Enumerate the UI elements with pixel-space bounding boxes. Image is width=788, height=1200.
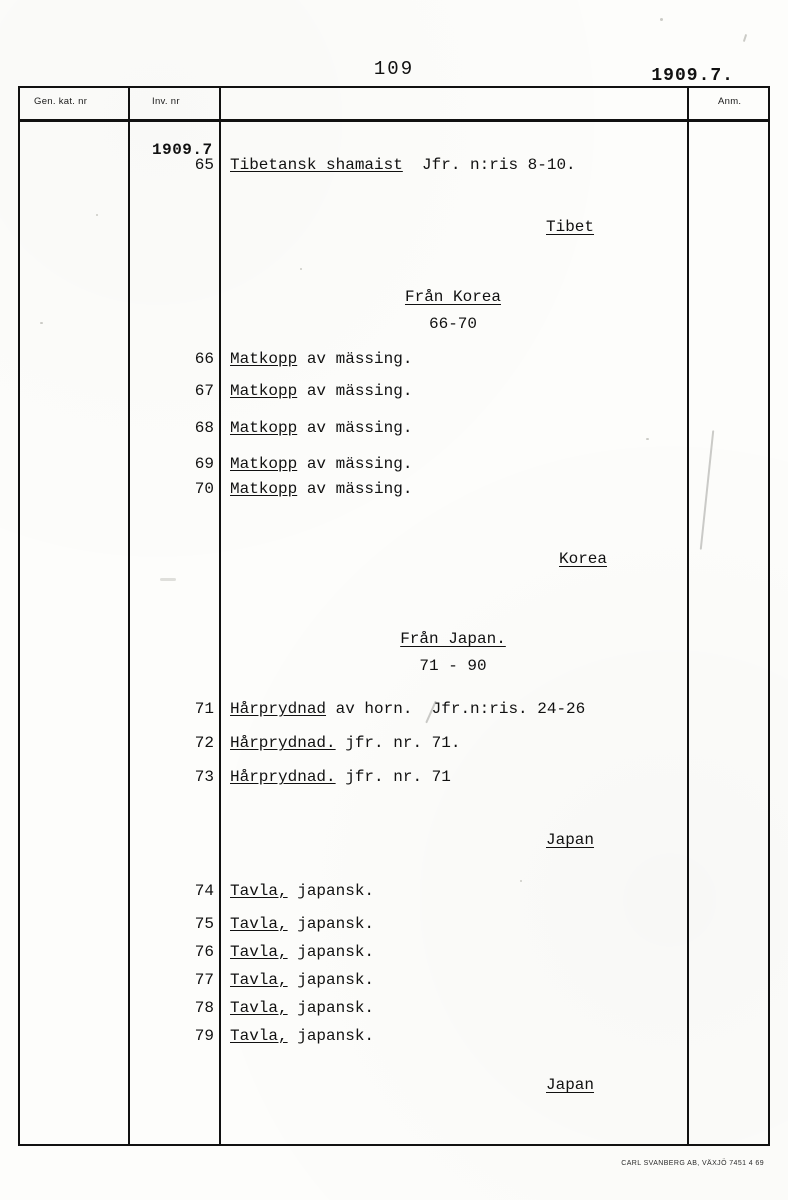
- table-row: [128, 350, 688, 376]
- inventory-number: 74: [194, 882, 214, 900]
- entry-title: Hårprydnad.: [230, 768, 336, 786]
- scan-speck: [40, 322, 43, 324]
- table-border-left: [18, 86, 20, 1146]
- table-row: [128, 768, 688, 794]
- entry-text: [230, 480, 412, 498]
- entry-text: [230, 734, 460, 752]
- table-row: [128, 455, 688, 481]
- inventory-number: 75: [194, 915, 214, 933]
- table-row: [128, 419, 688, 445]
- inventory-number: 67: [194, 382, 214, 400]
- entry-title: Tavla,: [230, 1027, 288, 1045]
- entry-text: [230, 882, 374, 900]
- entry-note: av horn. Jfr.n:ris. 24-26: [326, 700, 586, 718]
- entry-text: [230, 455, 412, 473]
- entry-text: [230, 419, 412, 437]
- entry-note: japansk.: [287, 971, 375, 989]
- entry-note: Jfr. n:ris 8-10.: [402, 156, 576, 174]
- inventory-number: 78: [194, 999, 214, 1017]
- entry-text: [230, 700, 585, 718]
- entry-text: [230, 768, 451, 786]
- inventory-number: 68: [194, 419, 214, 437]
- inventory-number: 73: [194, 768, 214, 786]
- region-label-japan-2: Japan: [546, 1076, 595, 1094]
- table-row: [128, 971, 688, 997]
- inventory-number: 69: [194, 455, 214, 473]
- column-header-gen-kat-nr: Gen. kat. nr: [34, 96, 88, 107]
- entry-title: Tavla,: [230, 915, 288, 933]
- page-number: 109: [373, 58, 415, 80]
- entry-text: [230, 971, 374, 989]
- entry-note: av mässing.: [297, 455, 413, 473]
- entry-title: Matkopp: [230, 382, 298, 400]
- region-label-tibet: Tibet: [546, 218, 595, 236]
- inventory-number: 70: [194, 480, 214, 498]
- inventory-number: 76: [194, 943, 214, 961]
- column-header-anm: Anm.: [718, 96, 742, 107]
- table-row: [128, 382, 688, 408]
- entry-title: Matkopp: [230, 419, 298, 437]
- scan-speck: [96, 214, 98, 216]
- entry-title: Hårprydnad: [230, 700, 327, 718]
- entry-note: av mässing.: [297, 480, 413, 498]
- table-row: [128, 1027, 688, 1053]
- entry-text: [230, 915, 374, 933]
- inventory-number: 79: [194, 1027, 214, 1045]
- entry-title: Tavla,: [230, 999, 288, 1017]
- section-range-korea: 66-70: [428, 315, 477, 333]
- entry-text: [230, 382, 412, 400]
- header-reference: 1909.7.: [651, 66, 734, 86]
- section-range-japan: 71 - 90: [419, 657, 487, 675]
- region-label-japan-1: Japan: [546, 831, 595, 849]
- inventory-number: 66: [194, 350, 214, 368]
- entry-text: [230, 1027, 374, 1045]
- scan-pencil-mark: [700, 430, 715, 550]
- table-header-border: [18, 119, 770, 122]
- entry-text: [230, 999, 374, 1017]
- table-row: [128, 882, 688, 908]
- scan-speck: [660, 18, 663, 21]
- entry-title: Tavla,: [230, 943, 288, 961]
- entry-note: av mässing.: [297, 350, 413, 368]
- table-bottom-border: [18, 1144, 770, 1146]
- inventory-number: 65: [194, 156, 214, 174]
- entry-note: jfr. nr. 71.: [335, 734, 461, 752]
- scan-speck: [300, 268, 302, 270]
- entry-title: Tavla,: [230, 882, 288, 900]
- entry-note: japansk.: [287, 943, 375, 961]
- table-row: [128, 480, 688, 506]
- accession-stamp: 1909.7: [152, 141, 213, 159]
- table-top-border: [18, 86, 770, 88]
- entry-title: Matkopp: [230, 455, 298, 473]
- entry-title: Matkopp: [230, 480, 298, 498]
- entry-note: av mässing.: [297, 419, 413, 437]
- entry-note: japansk.: [287, 1027, 375, 1045]
- entry-text: [230, 156, 576, 174]
- table-row: [128, 700, 688, 726]
- entry-note: av mässing.: [297, 382, 413, 400]
- table-border-right: [768, 86, 770, 1146]
- table-row: [128, 915, 688, 941]
- inventory-number: 77: [194, 971, 214, 989]
- section-heading-japan: Från Japan.: [400, 630, 506, 648]
- scan-speck: [160, 578, 176, 581]
- table-row: [128, 943, 688, 969]
- printer-imprint: CARL SVANBERG AB, VÄXJÖ 7451 4 69: [621, 1160, 764, 1167]
- entry-note: japansk.: [287, 915, 375, 933]
- scan-speck: [743, 34, 747, 42]
- inventory-number: 72: [194, 734, 214, 752]
- entry-note: jfr. nr. 71: [335, 768, 451, 786]
- table-row: [128, 734, 688, 760]
- table-row: [128, 156, 688, 182]
- table-row: [128, 999, 688, 1025]
- entry-text: [230, 943, 374, 961]
- entry-title: Tibetansk shamaist: [230, 156, 403, 174]
- entry-note: japansk.: [287, 999, 375, 1017]
- region-label-korea: Korea: [559, 550, 608, 568]
- column-header-inv-nr: Inv. nr: [152, 96, 180, 107]
- entry-title: Matkopp: [230, 350, 298, 368]
- inventory-number: 71: [194, 700, 214, 718]
- entry-text: [230, 350, 412, 368]
- entry-note: japansk.: [287, 882, 375, 900]
- entry-title: Hårprydnad.: [230, 734, 336, 752]
- section-heading-korea: Från Korea: [404, 288, 501, 306]
- entry-title: Tavla,: [230, 971, 288, 989]
